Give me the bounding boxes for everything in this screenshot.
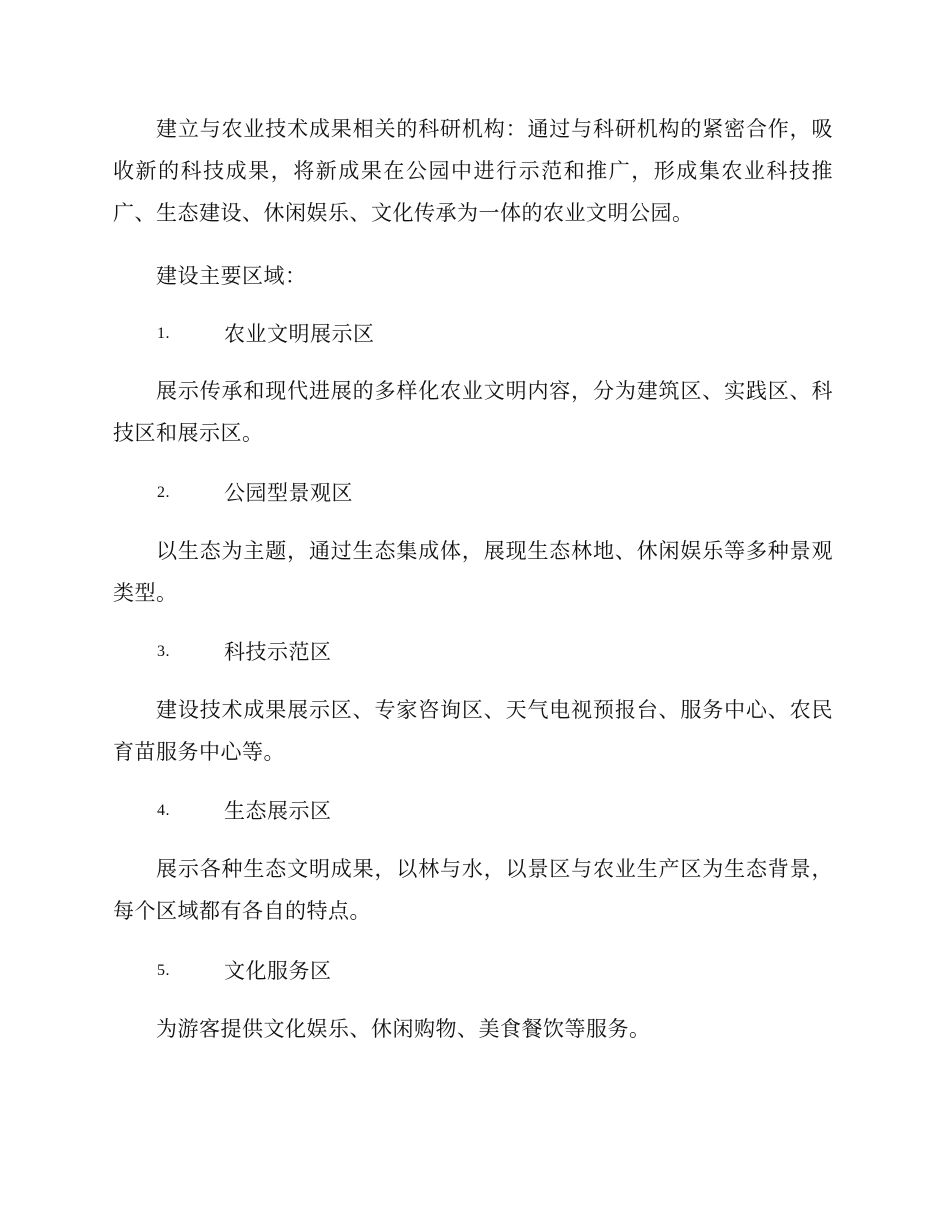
intro-paragraph-block xyxy=(113,108,833,234)
area-4-number: 4. xyxy=(157,802,170,819)
intro-paragraph: 建立与农业技术成果相关的科研机构：通过与科研机构的紧密合作，吸收新的科技成果，将新成果在公园中进行示范和推广，形成集农业科技推广、生态建设、休闲娱乐、文化传承为一体的农业文明公园。 xyxy=(113,117,833,225)
area-4-heading xyxy=(113,790,833,832)
area-1-description: 展示传承和现代进展的多样化农业文明内容，分为建筑区、实践区、科技区和展示区。 xyxy=(113,379,833,445)
area-2-description: 以生态为主题，通过生态集成体，展现生态林地、休闲娱乐等多种景观类型。 xyxy=(113,539,833,605)
area-5-title: 文化服务区 xyxy=(224,959,332,983)
area-3-description-block xyxy=(113,689,833,773)
area-4-description-block xyxy=(113,848,833,932)
area-3-number: 3. xyxy=(157,643,170,660)
area-3-heading xyxy=(113,631,833,673)
area-5-description-block xyxy=(113,1008,833,1050)
area-5-description: 为游客提供文化娱乐、休闲购物、美食餐饮等服务。 xyxy=(156,1017,651,1041)
area-1-number: 1. xyxy=(157,325,170,342)
area-5-number: 5. xyxy=(157,962,170,979)
area-5-heading xyxy=(113,950,833,992)
areas-heading-block xyxy=(113,255,833,297)
area-4-title: 生态展示区 xyxy=(224,799,332,823)
area-1-description-block xyxy=(113,370,833,454)
area-1-title: 农业文明展示区 xyxy=(224,322,375,346)
areas-heading: 建设主要区域： xyxy=(156,264,307,288)
area-2-number: 2. xyxy=(157,484,170,501)
area-2-title: 公园型景观区 xyxy=(224,481,353,505)
area-1-heading xyxy=(113,313,833,355)
area-3-description: 建设技术成果展示区、专家咨询区、天气电视预报台、服务中心、农民育苗服务中心等。 xyxy=(113,698,833,764)
area-2-heading xyxy=(113,472,833,514)
area-2-description-block xyxy=(113,530,833,614)
area-3-title: 科技示范区 xyxy=(224,640,332,664)
area-4-description: 展示各种生态文明成果，以林与水，以景区与农业生产区为生态背景，每个区域都有各自的特点。 xyxy=(113,857,833,923)
